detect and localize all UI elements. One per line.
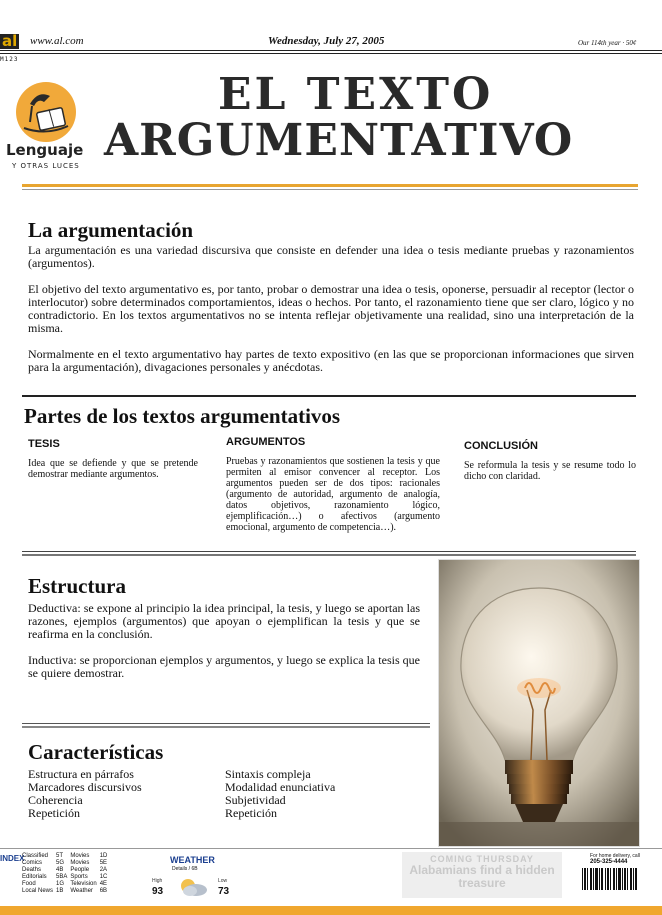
index-cell: 1B <box>56 888 64 894</box>
section-estructura <box>28 574 420 693</box>
weather-title: WEATHER <box>170 855 215 865</box>
table-row <box>22 881 110 888</box>
masthead <box>0 0 662 56</box>
index-cell: Editorials <box>22 874 47 880</box>
list-item: Coherencia <box>28 793 83 807</box>
index-cell: Movies <box>70 860 90 866</box>
weather-low-value: 73 <box>218 886 230 897</box>
list-item: Modalidad enunciativa <box>225 780 336 794</box>
index-cell: Deaths <box>22 867 42 873</box>
index-cell: People <box>70 867 90 873</box>
feature-list-right <box>225 768 425 820</box>
paragraph: Deductiva: se expone al principio la idea principal, la tesis, y luego se aportan las razones, ejemplos (argumentos) que apoyan o ejemplifican la tesis y que se reafirma en la conclusión. <box>28 601 420 641</box>
index-cell: 1D <box>99 853 108 859</box>
delivery-phone: 205-325-4444 <box>590 859 628 865</box>
table-row <box>22 867 110 874</box>
barcode-icon <box>580 868 640 894</box>
paragraph: Normalmente en el texto argumentativo hay partes de texto expositivo (en las que se proporcionan informaciones que sirven para la argumentación), divagaciones personales y anécdotas. <box>28 347 634 374</box>
index-cell: 5G <box>56 860 65 866</box>
column-title: ARGUMENTOS <box>226 436 306 448</box>
column-text: Se reformula la tesis y se resume todo lo dicho con claridad. <box>464 460 636 482</box>
issue-date: Wednesday, July 27, 2005 <box>268 35 385 47</box>
column-tesis <box>28 438 198 480</box>
list-item: Repetición <box>225 806 277 820</box>
index-cell: 4B <box>56 867 64 873</box>
index-cell: 2A <box>99 867 108 873</box>
sun-cloud-icon <box>176 876 210 898</box>
index-label: INDEX <box>0 854 25 863</box>
section-heading: Características <box>28 740 164 764</box>
index-cell: 5BA <box>56 874 68 880</box>
edition-code: M123 <box>0 56 19 63</box>
lightbulb-photo <box>438 559 640 847</box>
paragraph: Inductiva: se proporcionan ejemplos y argumentos, y luego se explica la tesis que se quiere demostrar. <box>28 653 420 680</box>
table-row <box>22 860 110 867</box>
index-cell: Food <box>22 881 36 887</box>
section-heading: La argumentación <box>28 218 194 242</box>
weather-high-label: High <box>152 878 163 884</box>
page-title-line2: ARGUMENTATIVO <box>104 115 574 166</box>
list-item: Marcadores discursivos <box>28 780 142 794</box>
index-cell: 4E <box>99 881 108 887</box>
section-divider <box>22 395 636 397</box>
section-partes <box>24 404 340 428</box>
column-title: CONCLUSIÓN <box>464 440 538 452</box>
promo-title: COMING THURSDAY <box>430 854 534 864</box>
column-text: Idea que se defiende y que se pretende demostrar mediante argumentos. <box>28 458 198 480</box>
list-item: Subjetividad <box>225 793 286 807</box>
brand-logo-badge <box>16 82 76 142</box>
column-argumentos <box>226 436 440 533</box>
list-item: Repetición <box>28 806 80 820</box>
brand-tagline: Y OTRAS LUCES <box>12 162 80 170</box>
index-cell: Weather <box>70 888 93 894</box>
list-item: Sintaxis compleja <box>225 767 311 781</box>
section-heading: Partes de los textos argumentativos <box>24 404 341 428</box>
section-caracteristicas <box>28 740 428 828</box>
masthead-rule <box>0 50 662 51</box>
newspaper-logo: al <box>2 32 18 50</box>
weather-high-value: 93 <box>152 886 164 897</box>
issue-year-price: Our 114th year · 50¢ <box>578 39 637 47</box>
section-divider <box>22 723 430 724</box>
section-divider <box>22 726 430 728</box>
index-table <box>22 853 110 895</box>
table-row <box>22 874 110 881</box>
paragraph: La argumentación es una variedad discursiva que consiste en defender una idea o tesis mediante pruebas y razonamientos (argumentos). <box>28 243 634 270</box>
index-cell: Television <box>70 881 97 887</box>
delivery-label: For home delivery, call <box>590 853 640 859</box>
section-divider <box>22 554 636 556</box>
section-heading: Estructura <box>28 574 126 598</box>
masthead-rule <box>0 53 662 54</box>
paragraph: El objetivo del texto argumentativo es, por tanto, probar o demostrar una idea o tesis, oponerse, persuadir al receptor (lector o interlocutor) sobre determinados comportamientos, ideas o hechos. Por tanto, el razonamiento tiene que ser claro, lógico y no contradictorio. En los textos argumentativos no se intenta reflejar objetivamente una realidad, sino una interpretación de la misma. <box>28 282 634 335</box>
index-cell: Local News <box>22 888 54 894</box>
column-title: TESIS <box>28 438 60 450</box>
title-divider <box>22 189 638 190</box>
page-title-line1: EL TEXTO <box>218 69 494 120</box>
index-cell: 1G <box>56 881 65 887</box>
footer-accent-bar <box>0 906 662 915</box>
brand-name: Lenguaje <box>6 141 84 159</box>
section-divider <box>22 551 636 552</box>
title-accent-rule <box>22 184 638 187</box>
index-cell: 5E <box>99 860 108 866</box>
index-cell: Classified <box>22 853 49 859</box>
column-text: Pruebas y razonamientos que sostienen la tesis y que permiten al emisor convencer al receptor. Los argumentos pueden ser de dos tipos: racionales (argumento de autoridad, argumento de analogía, datos objetivos, razonamiento lógico, ejemplificación…) o afectivos (argumento emocional, argumento de competencia…). <box>226 456 440 533</box>
index-cell: Comics <box>22 860 43 866</box>
book-lamp-icon <box>16 82 76 142</box>
weather-low-label: Low <box>218 878 228 884</box>
coming-thursday-promo[interactable] <box>402 852 562 898</box>
table-row <box>22 888 110 895</box>
index-cell: Sports <box>70 874 88 880</box>
index-cell: Movies <box>70 853 90 859</box>
lightbulb-image <box>439 560 639 846</box>
footer-rule <box>0 848 662 849</box>
weather-details-link[interactable]: Details / 6B <box>172 866 198 872</box>
table-row <box>22 853 110 860</box>
index-cell: 1C <box>99 874 108 880</box>
section-argumentacion <box>28 218 634 387</box>
promo-text: Alabamians find a hidden treasure <box>409 863 555 890</box>
index-cell: 6B <box>99 888 108 894</box>
list-item: Estructura en párrafos <box>28 767 134 781</box>
feature-list-left <box>28 768 218 820</box>
column-conclusion <box>464 440 636 482</box>
site-url[interactable]: www.al.com <box>30 35 84 47</box>
index-cell: 5T <box>56 853 64 859</box>
